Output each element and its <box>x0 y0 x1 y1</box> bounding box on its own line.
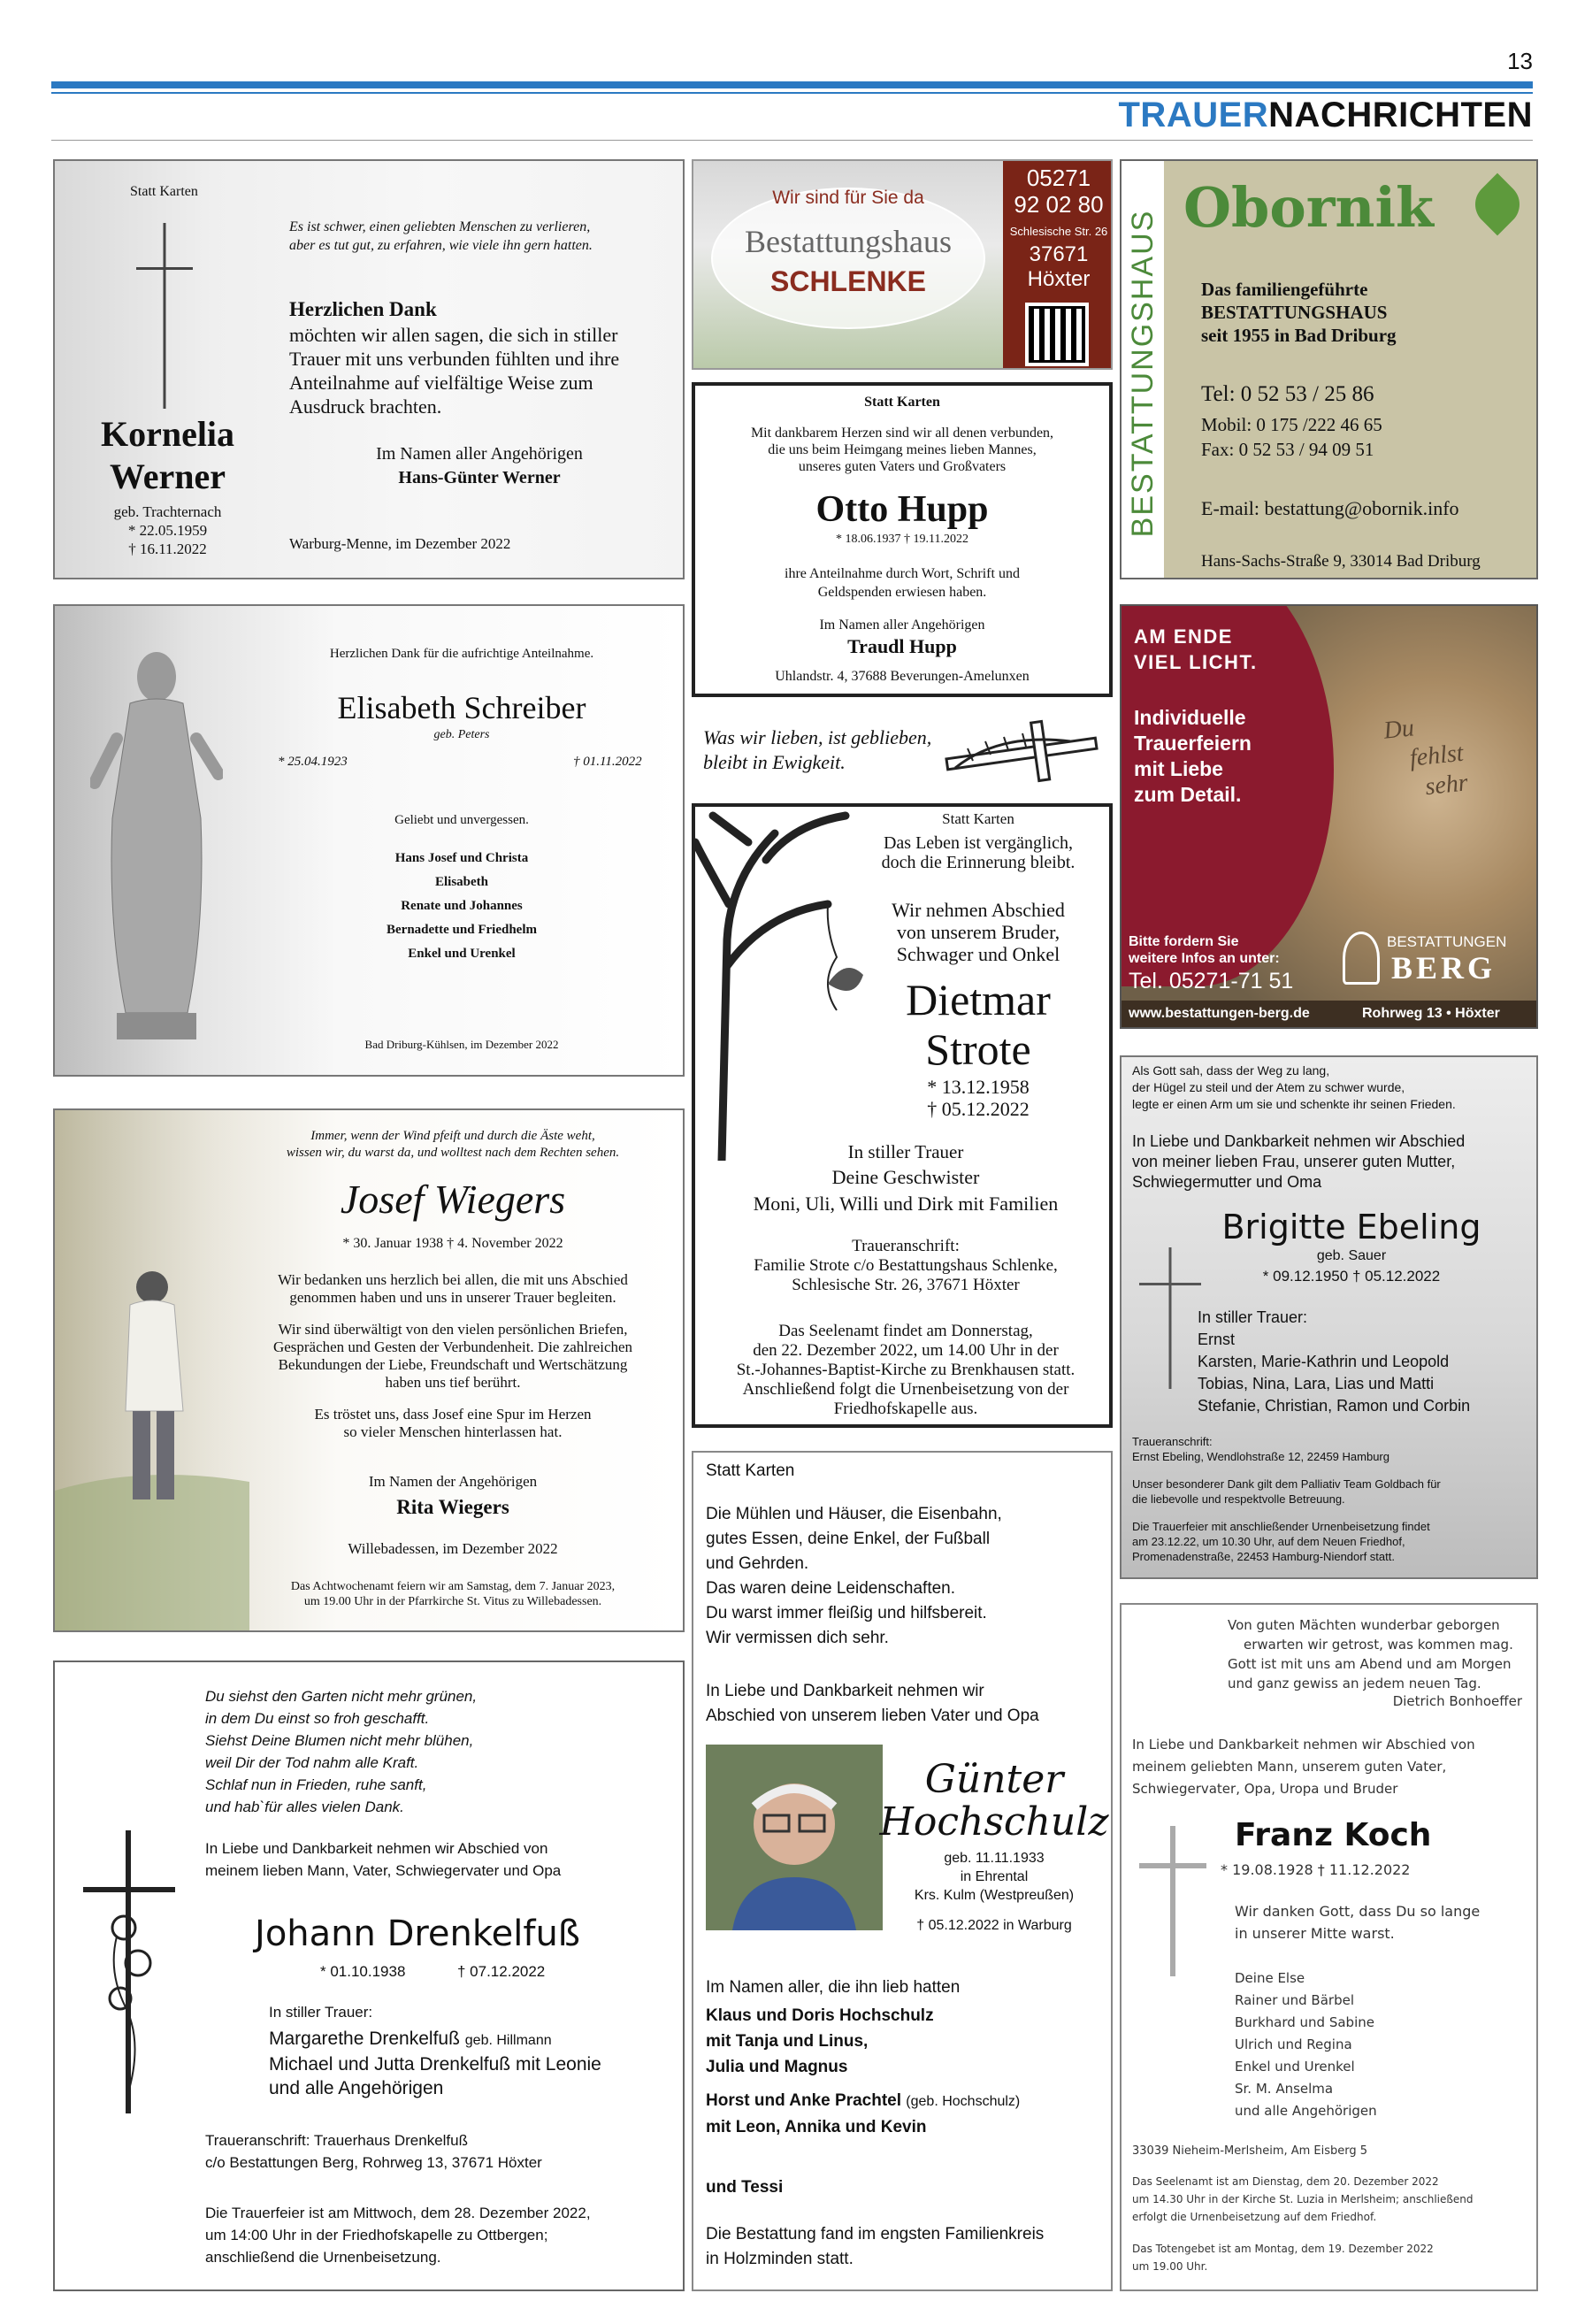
headline: AM ENDE VIEL LICHT. <box>1134 625 1258 673</box>
quote: Immer, wenn der Wind pfeift und durch die Äste weht, wissen wir, du warst da, und wolltest nach dem Rechten sehen. <box>286 1129 620 1160</box>
poem: Du siehst den Garten nicht mehr grünen, in dem Du einst so froh geschafft. Siehst Deine Blumen nicht mehr blühen, weil Dir der Tod nahm alle Kraft. Schlaf nun in Frieden, ruhe sanft, und hab`für alles vielen Dank. <box>205 1688 478 1815</box>
anschrift: Traueranschrift: Familie Strote c/o Bestattungshaus Schlenke, Schlesische Str. 26, 37671 Höxter <box>754 1237 1058 1294</box>
deceased-dates: * 19.08.1928 † 11.12.2022 <box>1221 1861 1411 1878</box>
namen: Im Namen der Angehörigen <box>368 1473 538 1490</box>
heart-inscription: Du fehlst sehr <box>1382 714 1470 802</box>
dank: Unser besonderer Dank gilt dem Palliativ Team Goldbach für die liebevolle und respektvolle Betreuung. <box>1132 1477 1441 1506</box>
quote: Es ist schwer, einen geliebten Menschen zu verlieren, aber es tut gut, zu erfahren, wie viele ihn gern hatten. <box>289 219 593 253</box>
family: Margarethe Drenkelfuß geb. Hillmann Michael und Jutta Drenkelfuß mit Leonie und alle Angehörigen <box>269 2029 601 2098</box>
logo-top: BESTATTUNGEN <box>1387 933 1507 950</box>
notice-ebeling <box>1120 1055 1538 1579</box>
died: † 05.12.2022 in Warburg <box>916 1918 1072 1933</box>
feier: Die Trauerfeier mit anschließender Urnenbeisetzung findet am 23.12.22, um 10.30 Uhr, auf dem Neuen Friedhof, Promenadenstraße, 22453 Hamburg-Niendorf statt. <box>1132 1520 1430 1563</box>
place-date: Warburg-Menne, im Dezember 2022 <box>289 535 511 552</box>
ad-obornik <box>1120 159 1538 579</box>
deceased-name: Franz Koch <box>1235 1817 1432 1853</box>
email: E-mail: bestattung@obornik.info <box>1201 497 1459 519</box>
tel: Tel: 0 52 53 / 25 86 <box>1201 382 1374 406</box>
thanks-text: Mit dankbarem Herzen sind wir all denen verbunden, die uns beim Heimgang meines lieben Mannes, unseres guten Vaters und Großvaters <box>750 426 1054 474</box>
namen: Im Namen aller Angehörigen <box>819 617 985 633</box>
city: 37671 Höxter <box>1027 242 1091 291</box>
deceased-dates: * 18.06.1937 † 19.11.2022 <box>836 533 968 546</box>
notice-drenkelfuss <box>53 1661 685 2291</box>
deceased-name: Johann Drenkelfuß <box>255 1914 580 1954</box>
place-date: Bad Driburg-Kühlsen, im Dezember 2022 <box>364 1038 559 1051</box>
trauer: In stiller Trauer <box>847 1141 964 1162</box>
statt-karten: Statt Karten <box>864 395 940 410</box>
intro: In Liebe und Dankbarkeit nehmen wir Abschied von unserem lieben Vater und Opa <box>706 1682 1039 1725</box>
cross-icon <box>1139 1247 1201 1389</box>
deceased-name: Dietmar Strote <box>906 975 1051 1074</box>
quote-author: Dietrich Bonhoeffer <box>1392 1693 1522 1709</box>
signer: Rita Wiegers <box>396 1496 509 1518</box>
seelenamt: Das Seelenamt findet am Donnerstag, den 22. Dezember 2022, um 14.00 Uhr in der St.-Johannes-Baptist-Kirche zu Brenkhausen statt. Anschließend folgt die Urnenbeisetzung von der Friedhofskapelle aus. <box>736 1322 1076 1418</box>
burial: Die Bestattung fand im engsten Familienkreis in Holzminden statt. <box>706 2225 1045 2268</box>
quote: Von guten Mächten wunderbar geborgen erwarten wir getrost, was kommen mag. Gott ist mit uns am Abend und am Morgen und ganz gewiss an jedem neuen Tag. <box>1228 1617 1513 1691</box>
ad-bestattungshaus-schlenke <box>692 159 1113 370</box>
anschrift: Traueranschrift: Trauerhaus Drenkelfuß c/o Bestattungen Berg, Rohrweg 13, 37671 Höxter <box>205 2132 542 2171</box>
thanks-heading: Herzlichen Dank <box>289 298 437 320</box>
phone: 05271 92 02 80 <box>1014 165 1104 218</box>
family: Deine Geschwister Moni, Uli, Willi und Dirk mit Familien <box>753 1166 1059 1215</box>
anschrift: Traueranschrift: Ernst Ebeling, Wendlohstraße 12, 22459 Hamburg <box>1132 1435 1389 1463</box>
p3: Es tröstet uns, dass Josef eine Spur im Herzen so vieler Menschen hinterlassen hat. <box>314 1406 592 1440</box>
family-3: und Tessi <box>706 2178 784 2197</box>
birthname: geb. Peters <box>433 728 490 741</box>
deceased-name: Elisabeth Schreiber <box>337 690 586 725</box>
trauer: In stiller Trauer: <box>269 2004 373 2021</box>
jesus-statue-image <box>90 641 223 1057</box>
deceased-name: Kornelia Werner <box>100 414 235 496</box>
died: † 07.12.2022 <box>457 1963 546 1980</box>
born: * 01.10.1938 <box>320 1963 406 1980</box>
thanks-text-2: ihre Anteilnahme durch Wort, Schrift und Geldspenden erwiesen haben. <box>785 566 1020 600</box>
address: Hans-Sachs-Straße 9, 33014 Bad Driburg <box>1201 552 1481 571</box>
deceased-dates: * 30. Januar 1938 † 4. November 2022 <box>342 1236 563 1251</box>
family: Deine Else Rainer und Bärbel Burkhard und Sabine Ulrich und Regina Enkel und Urenkel Sr. M. Anselma und alle Angehörigen <box>1235 1970 1377 2119</box>
quote: Als Gott sah, dass der Weg zu lang, der Hügel zu steil und der Atem zu schwer wurde, legte er einen Arm um sie und schenkte ihr seinen Frieden. <box>1132 1063 1456 1111</box>
logo: BERG <box>1391 950 1497 986</box>
fax: Fax: 0 52 53 / 94 09 51 <box>1201 439 1374 460</box>
palm-cross-icon <box>938 715 1106 786</box>
born: * 25.04.1923 <box>278 755 348 769</box>
deceased-name: Brigitte Ebeling <box>1221 1208 1481 1246</box>
signer: Traudl Hupp <box>847 635 957 657</box>
thanks-text: möchten wir allen sagen, die sich in stiller Trauer mit uns verbunden fühlten und ihre Anteilnahme auf vielfältige Weise zum Ausdruck brachten. <box>289 324 620 418</box>
cross-icon <box>1139 1826 1206 1976</box>
motto: Was wir lieben, ist geblieben, bleibt in Ewigkeit. <box>703 726 932 773</box>
vertical-title: BESTATTUNGSHAUS <box>1126 209 1160 538</box>
abschied: Wir nehmen Abschied von unserem Bruder, Schwager und Onkel <box>892 899 1065 965</box>
header-rule <box>51 81 1533 88</box>
totengebet: Das Totengebet ist am Montag, dem 19. Dezember 2022 um 19.00 Uhr. <box>1132 2243 1434 2273</box>
family: In stiller Trauer: Ernst Karsten, Marie-Kathrin und Leopold Tobias, Nina, Lara, Lias und Matti Stefanie, Christian, Ramon und Corbin <box>1198 1308 1471 1415</box>
website: www.bestattungen-berg.de <box>1129 1006 1310 1021</box>
geliebt: Geliebt und unvergessen. <box>394 813 529 827</box>
statt-karten: Statt Karten <box>942 810 1014 827</box>
p1: Wir bedanken uns herzlich bei allen, die mit uns Abschied genommen haben und uns in unserer Trauer begleiten. <box>278 1271 628 1306</box>
birthname: geb. Sauer <box>1316 1248 1387 1263</box>
intro: In Liebe und Dankbarkeit nehmen wir Abschied von meiner lieben Frau, unserer guten Mutter, Schwiegermutter und Oma <box>1132 1132 1466 1191</box>
qr-code-icon <box>1025 303 1089 366</box>
mobil: Mobil: 0 175 /222 46 65 <box>1201 414 1382 435</box>
deceased-dates: geb. Trachternach * 22.05.1959 † 16.11.2022 <box>113 503 222 557</box>
header-rule-thin <box>51 92 1533 94</box>
born: geb. 11.11.1933 in Ehrental Krs. Kulm (Westpreußen) <box>914 1851 1075 1903</box>
seelenamt: Das Seelenamt ist am Dienstag, dem 20. Dezember 2022 um 14.30 Uhr in der Kirche St. Luzia in Merlsheim; anschließend erfolgt die Urnenbeisetzung auf dem Friedhof. <box>1132 2175 1474 2223</box>
notice-koch <box>1120 1603 1538 2291</box>
deceased-name: Josef Wiegers <box>340 1177 566 1222</box>
cross-icon <box>136 223 193 409</box>
deceased-name: Otto Hupp <box>815 489 989 530</box>
died: † 01.11.2022 <box>573 755 642 769</box>
address: 33039 Nieheim-Merlsheim, Am Eisberg 5 <box>1132 2144 1368 2158</box>
deceased-dates: * 13.12.1958 † 05.12.2022 <box>927 1076 1030 1120</box>
poem: Die Mühlen und Häuser, die Eisenbahn, gutes Essen, deine Enkel, der Fußball und Gehrden. Das waren deine Leidenschaften. Du warst immer fleißig und hilfsbereit. Wir vermissen dich sehr. <box>706 1505 1002 1647</box>
intro: In Liebe und Dankbarkeit nehmen wir Abschied von meinem lieben Mann, Vater, Schwiegervater und Opa <box>205 1840 562 1879</box>
p2: Wir sind überwältigt von den vielen persönlichen Briefen, Gesprächen und Gesten der Verbundenheit. Die zahlreichen Bekundungen der Liebe, Freundschaft und Wertschätzung haben uns tief berührt. <box>272 1321 633 1391</box>
notice-schreiber <box>53 604 685 1077</box>
statt-karten: Statt Karten <box>706 1461 795 1480</box>
tree-logo-icon <box>1343 932 1380 985</box>
place-date: Willebadessen, im Dezember 2022 <box>348 1540 558 1557</box>
header-divider <box>51 140 1533 141</box>
cross-with-roses-icon <box>81 1830 179 2113</box>
company-name-2: SCHLENKE <box>769 265 926 297</box>
notice-hupp <box>692 382 1113 697</box>
intro: Das familiengeführte BESTATTUNGSHAUS seit 1955 in Bad Driburg <box>1201 279 1397 346</box>
tagline: Individuelle Trauerfeiern mit Liebe zum Detail. <box>1134 706 1252 806</box>
address: Uhlandstr. 4, 37688 Beverungen-Amelunxen <box>775 669 1030 684</box>
notice-werner <box>53 159 685 579</box>
street: Schlesische Str. 26 <box>1009 225 1108 238</box>
statt-karten: Statt Karten <box>130 184 198 199</box>
notice-hochschulz <box>692 1451 1113 2291</box>
deceased-name: Günter Hochschulz <box>879 1757 1109 1845</box>
info: Bitte fordern Sie weitere Infos an unter: <box>1129 934 1280 966</box>
page-number: 13 <box>1507 48 1533 74</box>
signature: Im Namen aller Angehörigen Hans-Günter Werner <box>376 444 583 487</box>
deceased-dates: * 09.12.1950 † 05.12.2022 <box>1262 1268 1441 1285</box>
company-name: Bestattungshaus <box>745 224 952 259</box>
slogan: Wir sind für Sie da <box>772 188 924 208</box>
intro: In Liebe und Dankbarkeit nehmen wir Abschied von meinem geliebten Mann, unserem guten Vater, Schwiegervater, Opa, Uropa und Bruder <box>1132 1737 1475 1797</box>
thanks: Wir danken Gott, dass Du so lange in unserer Mitte warst. <box>1235 1903 1481 1942</box>
thanks-text: Herzlichen Dank für die aufrichtige Anteilnahme. <box>329 647 594 661</box>
portrait-photo <box>706 1745 883 1930</box>
ad-bestattungen-berg <box>1120 604 1538 1029</box>
section-title: TRAUERNACHRICHTEN <box>1118 96 1533 134</box>
feier: Die Trauerfeier ist am Mittwoch, dem 28. Dezember 2022, um 14:00 Uhr in der Friedhofskapelle zu Ottbergen; anschließend die Urnenbeisetzung. <box>205 2205 591 2266</box>
family-1: Klaus und Doris Hochschulz mit Tanja und Linus, Julia und Magnus <box>706 2006 934 2076</box>
logo: Obornik <box>1183 175 1434 240</box>
leaf-icon <box>1466 173 1529 236</box>
amt: Das Achtwochenamt feiern wir am Samstag, dem 7. Januar 2023, um 19.00 Uhr in der Pfarrkirche St. Vitus zu Willebadessen. <box>290 1580 616 1608</box>
notice-strote <box>692 803 1113 1428</box>
tel: Tel. 05271-71 51 <box>1129 969 1294 993</box>
notice-wiegers <box>53 1108 685 1632</box>
family: Hans Josef und Christa Elisabeth Renate und Johannes Bernadette und Friedhelm Enkel und Urenkel <box>387 851 537 961</box>
namen: Im Namen aller, die ihn lieb hatten <box>706 1978 961 1997</box>
quote: Das Leben ist vergänglich, doch die Erinnerung bleibt. <box>881 833 1076 872</box>
family-2: Horst und Anke Prachtel (geb. Hochschulz) mit Leon, Annika und Kevin <box>706 2091 1021 2136</box>
walking-man-image <box>55 1110 249 1632</box>
address: Rohrweg 13 • Höxter <box>1362 1006 1500 1021</box>
